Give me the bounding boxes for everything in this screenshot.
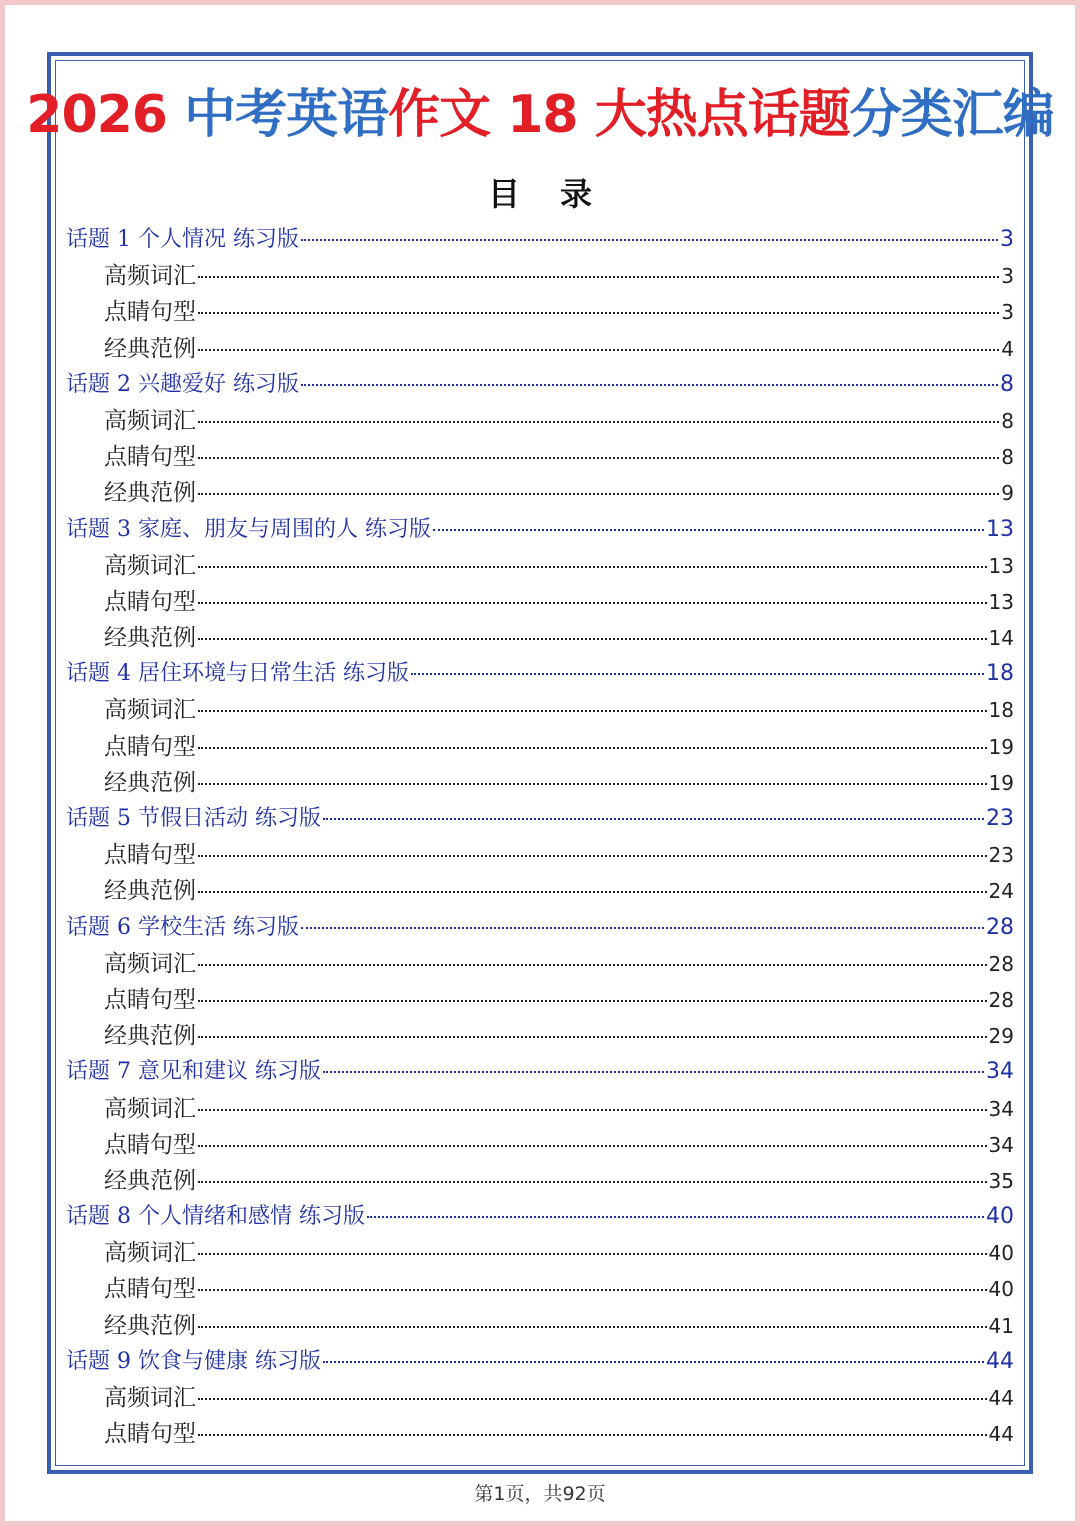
dot-leader <box>198 1145 987 1147</box>
dot-leader <box>198 1036 987 1038</box>
toc-page-number: 34 <box>988 1096 1014 1121</box>
dot-leader <box>198 602 987 604</box>
title-topics: 作文 18 大热点话题 <box>388 85 850 145</box>
dot-leader <box>367 1216 984 1218</box>
toc-entry-label: 高频词汇 <box>104 552 196 579</box>
title-year: 2026 <box>26 85 185 145</box>
toc-sub-entry[interactable] <box>66 1235 1014 1271</box>
toc-topic-entry[interactable] <box>66 656 1014 692</box>
toc-sub-entry[interactable] <box>66 1271 1014 1307</box>
toc-entry-label: 点睛句型 <box>104 588 196 615</box>
dot-leader <box>433 529 984 531</box>
toc-sub-entry[interactable] <box>66 692 1014 728</box>
toc-sub-entry[interactable] <box>66 403 1014 439</box>
toc-entry-label: 经典范例 <box>104 625 196 652</box>
toc-page-number: 28 <box>986 914 1014 940</box>
toc-sub-entry[interactable] <box>66 331 1014 367</box>
toc-sub-entry[interactable] <box>66 548 1014 584</box>
toc-page-number: 18 <box>988 698 1014 723</box>
toc-page-number: 35 <box>988 1168 1014 1193</box>
toc-page-number: 28 <box>988 987 1014 1012</box>
page-footer: 第1页，共92页 <box>474 1483 606 1505</box>
dot-leader <box>323 1071 984 1073</box>
toc-page-number: 19 <box>988 734 1014 759</box>
toc-page-number: 34 <box>986 1059 1014 1085</box>
toc-page-number: 4 <box>1001 336 1014 361</box>
toc-entry-label: 高频词汇 <box>104 407 196 434</box>
toc-page-number: 44 <box>988 1422 1014 1447</box>
toc-sub-entry[interactable] <box>66 1163 1014 1199</box>
toc-entry-label: 点睛句型 <box>104 986 196 1013</box>
dot-leader <box>198 1253 987 1255</box>
toc-entry-label: 高频词汇 <box>104 1385 196 1411</box>
dot-leader <box>198 1434 987 1436</box>
toc-sub-entry[interactable] <box>66 982 1014 1018</box>
dot-leader <box>198 349 999 351</box>
toc-entry-label: 话题 1 个人情况 练习版 <box>66 227 299 252</box>
dot-leader <box>301 927 984 929</box>
toc-sub-entry[interactable] <box>66 620 1014 656</box>
toc-sub-entry[interactable] <box>66 1380 1014 1416</box>
toc-sub-entry[interactable] <box>66 837 1014 873</box>
toc-sub-entry[interactable] <box>66 1308 1014 1344</box>
title-compilation: 分类汇编 <box>849 85 1054 145</box>
toc-entry-label: 经典范例 <box>104 480 196 507</box>
toc-page-number: 18 <box>986 661 1014 687</box>
toc-entry-label: 点睛句型 <box>104 1276 196 1303</box>
toc-page-number: 23 <box>986 806 1014 831</box>
toc-page-number: 8 <box>1001 445 1014 470</box>
toc-page-number: 24 <box>988 879 1014 904</box>
toc-page-number: 3 <box>1001 264 1014 289</box>
toc-entry-label: 话题 5 节假日活动 练习版 <box>66 806 321 831</box>
dot-leader <box>198 1289 987 1291</box>
toc-sub-entry[interactable] <box>66 765 1014 801</box>
toc-topic-entry[interactable] <box>66 1199 1014 1235</box>
toc-sub-entry[interactable] <box>66 475 1014 511</box>
toc-entry-label: 点睛句型 <box>104 1131 196 1158</box>
toc-entry-label: 点睛句型 <box>104 733 196 760</box>
dot-leader <box>198 747 987 749</box>
dot-leader <box>198 457 999 459</box>
dot-leader <box>198 276 999 278</box>
toc-entry-label: 点睛句型 <box>104 1421 196 1448</box>
toc-entry-label: 经典范例 <box>104 1312 196 1339</box>
dot-leader <box>198 1398 987 1400</box>
toc-entry-label: 点睛句型 <box>104 299 196 326</box>
toc-page-number: 40 <box>986 1204 1014 1230</box>
toc-entry-label: 点睛句型 <box>104 444 196 471</box>
toc-page-number: 3 <box>1001 300 1014 325</box>
dot-leader <box>198 710 987 712</box>
dot-leader <box>198 783 987 785</box>
toc-sub-entry[interactable] <box>66 1127 1014 1163</box>
toc-sub-entry[interactable] <box>66 873 1014 909</box>
toc-page-number: 28 <box>988 951 1014 976</box>
toc-heading: 目录 <box>487 175 632 213</box>
toc-page-number: 3 <box>1000 227 1014 252</box>
toc-entry-label: 高频词汇 <box>104 1240 196 1267</box>
dot-leader <box>198 1326 987 1328</box>
toc-entry-label: 话题 2 兴趣爱好 练习版 <box>66 371 299 397</box>
toc-page-number: 34 <box>988 1132 1014 1157</box>
toc-entry-label: 经典范例 <box>104 769 196 796</box>
toc-topic-entry[interactable] <box>66 1344 1014 1380</box>
document-title <box>0 82 1080 148</box>
toc-page-number: 8 <box>1001 408 1014 433</box>
toc-entry-label: 话题 4 居住环境与日常生活 练习版 <box>66 661 409 687</box>
toc-sub-entry[interactable] <box>66 258 1014 294</box>
toc-topic-entry[interactable] <box>66 222 1014 258</box>
dot-leader <box>198 421 999 423</box>
toc-topic-entry[interactable] <box>66 801 1014 837</box>
toc-entry-label: 经典范例 <box>104 335 196 362</box>
toc-entry-label: 经典范例 <box>104 1167 196 1194</box>
toc-sub-entry[interactable] <box>66 1091 1014 1127</box>
toc-sub-entry[interactable] <box>66 294 1014 330</box>
toc-sub-entry[interactable] <box>66 729 1014 765</box>
dot-leader <box>198 566 987 568</box>
toc-page-number: 13 <box>988 553 1014 578</box>
toc-page-number: 44 <box>988 1386 1014 1410</box>
dot-leader <box>198 493 999 495</box>
dot-leader <box>198 964 987 966</box>
toc-sub-entry[interactable] <box>66 584 1014 620</box>
dot-leader <box>198 638 987 640</box>
toc-page-number: 14 <box>988 626 1014 651</box>
toc-topic-entry[interactable] <box>66 1054 1014 1090</box>
dot-leader <box>301 384 998 386</box>
dot-leader <box>198 1181 987 1183</box>
toc-sub-entry[interactable] <box>66 946 1014 982</box>
toc-page-number: 9 <box>1001 481 1014 506</box>
dot-leader <box>198 1109 987 1111</box>
table-of-contents <box>66 222 1014 1452</box>
toc-page-number: 8 <box>1000 371 1014 397</box>
toc-page-number: 40 <box>988 1277 1014 1302</box>
dot-leader <box>323 1361 984 1363</box>
toc-sub-entry[interactable] <box>66 1018 1014 1054</box>
toc-topic-entry[interactable] <box>66 512 1014 548</box>
toc-entry-label: 话题 3 家庭、朋友与周围的人 练习版 <box>66 516 431 542</box>
toc-entry-label: 话题 6 学校生活 练习版 <box>66 914 299 940</box>
toc-topic-entry[interactable] <box>66 910 1014 946</box>
toc-entry-label: 高频词汇 <box>104 950 196 977</box>
toc-topic-entry[interactable] <box>66 367 1014 403</box>
toc-page-number: 40 <box>988 1241 1014 1266</box>
toc-sub-entry[interactable] <box>66 1416 1014 1452</box>
toc-entry-label: 点睛句型 <box>104 842 196 869</box>
toc-page-number: 44 <box>986 1348 1014 1374</box>
toc-page-number: 29 <box>988 1024 1014 1049</box>
dot-leader <box>198 312 999 314</box>
toc-sub-entry[interactable] <box>66 439 1014 475</box>
dot-leader <box>323 818 984 820</box>
toc-page-number: 13 <box>988 589 1014 614</box>
dot-leader <box>411 673 984 675</box>
dot-leader <box>198 891 987 893</box>
toc-page-number: 13 <box>986 516 1014 542</box>
toc-entry-label: 话题 9 饮食与健康 练习版 <box>66 1348 321 1374</box>
toc-page-number: 19 <box>988 770 1014 795</box>
toc-entry-label: 话题 8 个人情绪和感情 练习版 <box>66 1204 365 1230</box>
toc-page-number: 41 <box>988 1313 1014 1338</box>
toc-entry-label: 话题 7 意见和建议 练习版 <box>66 1059 321 1085</box>
toc-entry-label: 高频词汇 <box>104 1095 196 1122</box>
dot-leader <box>301 239 998 241</box>
toc-entry-label: 经典范例 <box>104 878 196 905</box>
toc-entry-label: 高频词汇 <box>104 697 196 724</box>
title-exam: 中考英语 <box>184 85 389 145</box>
toc-entry-label: 经典范例 <box>104 1023 196 1050</box>
toc-entry-label: 高频词汇 <box>104 263 196 290</box>
toc-page-number: 23 <box>988 843 1014 868</box>
dot-leader <box>198 1000 987 1002</box>
dot-leader <box>198 855 987 857</box>
